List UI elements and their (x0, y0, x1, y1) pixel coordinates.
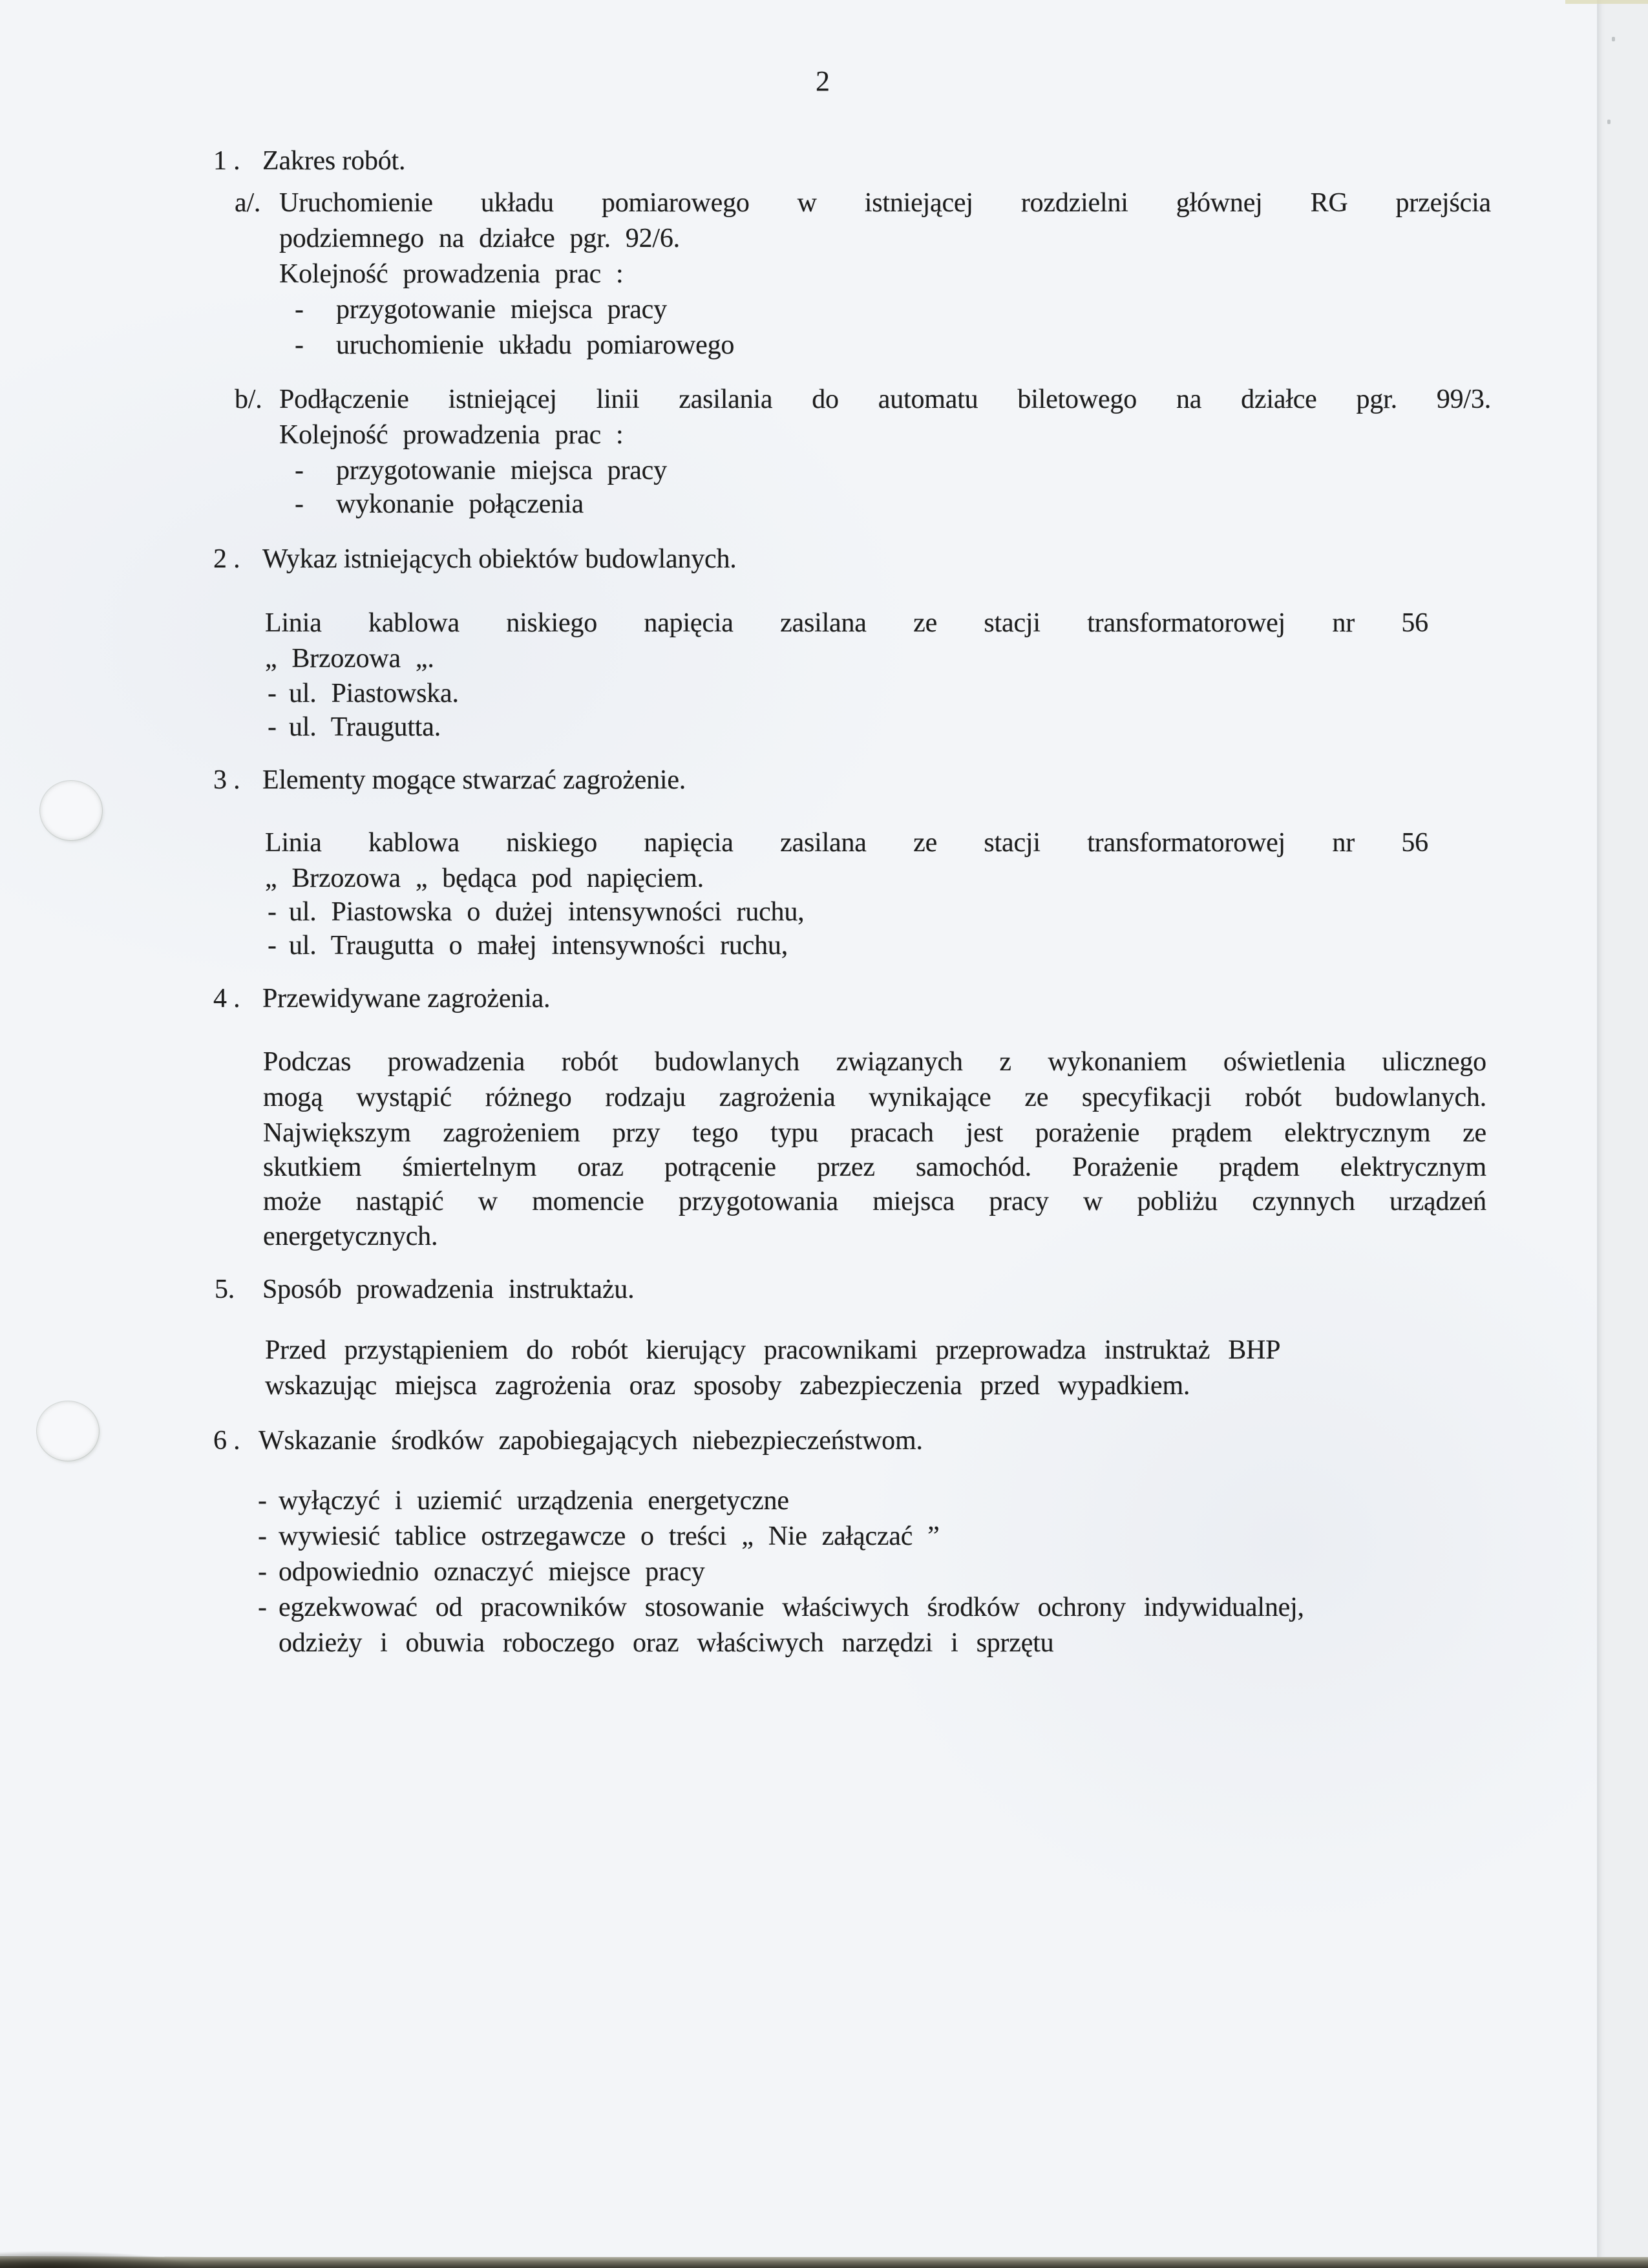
list-item (295, 292, 667, 328)
dash-bullet: - (258, 1557, 267, 1587)
scan-top-sliver (1565, 0, 1648, 4)
list-item-text: wyłączyć i uziemić urządzenia energetyczne (279, 1486, 789, 1516)
list-item (258, 1519, 940, 1554)
section-1-title: Zakres robót. (262, 146, 406, 176)
list-item (295, 453, 667, 489)
paragraph-line: „ Brzozowa „. (265, 644, 434, 673)
subitem-b-label: b/. (235, 385, 262, 414)
paragraph-line: Podczas prowadzenia robót budowlanych związanych z wykonaniem oświetlenia ulicznego (263, 1047, 1486, 1077)
dash-bullet: - (295, 489, 304, 519)
paragraph-line: Przed przystąpieniem do robót kierujący pracownikami przeprowadza instruktaż BHP (265, 1335, 1281, 1365)
paragraph-line: wskazując miejsca zagrożenia oraz sposoby zabezpieczenia przed wypadkiem. (265, 1371, 1190, 1401)
section-6-title: Wskazanie środków zapobiegających niebezpieczeństwom. (259, 1426, 923, 1456)
section-6-number: 6 . (213, 1426, 240, 1456)
paragraph-line: „ Brzozowa „ będąca pod napięciem. (265, 864, 704, 893)
dash-bullet: - (258, 1593, 267, 1622)
list-item-text: odpowiednio oznaczyć miejsce pracy (279, 1557, 705, 1587)
subitem-a-line: Uruchomienie układu pomiarowego w istniejącej rozdzielni głównej RG przejścia (279, 188, 1491, 218)
subitem-b-line: Podłączenie istniejącej linii zasilania do automatu biletowego na działce pgr. 99/3. (279, 385, 1491, 414)
scan-bottom-shadow (0, 2251, 194, 2268)
list-item (295, 328, 734, 363)
dash-bullet: - (258, 1521, 267, 1551)
list-item-text: uruchomienie układu pomiarowego (336, 330, 735, 360)
sequence-heading: Kolejność prowadzenia prac : (279, 259, 624, 289)
list-item (268, 928, 788, 964)
list-item-text: wywiesić tablice ostrzegawcze o treści „ Nie załączać ” (279, 1521, 940, 1551)
section-2-title: Wykaz istniejących obiektów budowlanych. (262, 544, 737, 574)
scanner-edge-strip (1597, 0, 1648, 2268)
section-1-number: 1 . (213, 146, 240, 176)
list-item (268, 895, 804, 930)
section-3-number: 3 . (213, 765, 240, 795)
dash-bullet: - (295, 456, 304, 485)
list-item (258, 1590, 1304, 1626)
dash-bullet: - (268, 712, 277, 742)
paragraph-line: skutkiem śmiertelnym oraz potrącenie przez samochód. Porażenie prądem elektrycznym (263, 1152, 1486, 1182)
list-item (258, 1554, 705, 1590)
list-item-text: ul. Piastowska o dużej intensywności ruchu, (289, 897, 805, 927)
section-5-title: Sposób prowadzenia instruktażu. (262, 1275, 635, 1304)
page-number: 2 (816, 65, 830, 97)
paragraph-line: Linia kablowa niskiego napięcia zasilana ze stacji transformatorowej nr 56 (265, 828, 1428, 858)
dash-bullet: - (295, 295, 304, 324)
sequence-heading: Kolejność prowadzenia prac : (279, 420, 624, 450)
list-item-text: wykonanie połączenia (336, 489, 584, 519)
paragraph-line: Linia kablowa niskiego napięcia zasilana ze stacji transformatorowej nr 56 (265, 608, 1428, 638)
dash-bullet: - (268, 897, 277, 927)
section-4-title: Przewidywane zagrożenia. (262, 984, 551, 1013)
paragraph-line: może nastąpić w momencie przygotowania miejsca pracy w pobliżu czynnych urządzeń (263, 1187, 1486, 1216)
scan-bottom-band (0, 2257, 1648, 2268)
subitem-a-line: podziemnego na działce pgr. 92/6. (279, 224, 680, 253)
dash-bullet: - (295, 330, 304, 360)
list-item (268, 676, 459, 712)
section-2-number: 2 . (213, 544, 240, 574)
list-item-text: przygotowanie miejsca pracy (336, 295, 667, 324)
paragraph-line: energetycznych. (263, 1222, 438, 1251)
subitem-a-label: a/. (235, 188, 261, 218)
list-item-text: ul. Traugutta o małej intensywności ruchu, (289, 931, 788, 960)
list-item (258, 1483, 789, 1519)
list-item (295, 487, 584, 522)
list-item-text: ul. Piastowska. (289, 679, 459, 708)
paragraph-line: Największym zagrożeniem przy tego typu pracach jest porażenie prądem elektrycznym ze (263, 1118, 1486, 1148)
dash-bullet: - (258, 1486, 267, 1516)
list-item (268, 710, 441, 745)
list-item-text: ul. Traugutta. (289, 712, 441, 742)
hole-punch-mark (37, 1401, 99, 1461)
paragraph-line: mogą wystąpić różnego rodzaju zagrożenia wynikające ze specyfikacji robót budowlanych. (263, 1083, 1486, 1112)
scan-speck (1612, 37, 1615, 41)
list-item-text: przygotowanie miejsca pracy (336, 456, 667, 485)
list-item-text: egzekwować od pracowników stosowanie właściwych środków ochrony indywidualnej, (279, 1593, 1304, 1622)
hole-punch-mark (40, 781, 102, 840)
dash-bullet: - (268, 679, 277, 708)
section-4-number: 4 . (213, 984, 240, 1013)
dash-bullet: - (268, 931, 277, 960)
scan-speck (1607, 120, 1611, 124)
section-5-number: 5. (215, 1275, 235, 1304)
list-item-continuation: odzieży i obuwia roboczego oraz właściwych narzędzi i sprzętu (279, 1628, 1054, 1658)
section-3-title: Elementy mogące stwarzać zagrożenie. (262, 765, 686, 795)
